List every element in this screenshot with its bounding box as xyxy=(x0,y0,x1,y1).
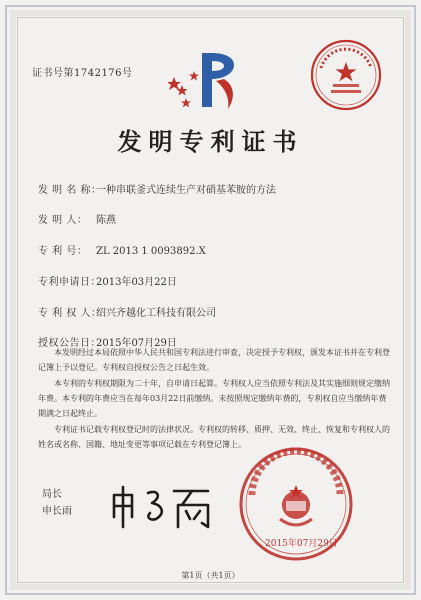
body-paragraph: 本发明经过本局依照中华人民共和国专利法进行审查，决定授予专利权，颁发本证书并在专利登记簿上予以登记。专利权自授权公告之日起生效。 xyxy=(38,348,390,372)
agency-seal-icon xyxy=(309,38,383,112)
patentee-value: 绍兴齐越化工科技有限公司 xyxy=(96,308,216,319)
patent-office-emblem-icon xyxy=(168,45,248,115)
inventor-value: 陈燕 xyxy=(96,215,116,226)
filing-date-label: 专利申请日： xyxy=(38,277,101,288)
filing-date-row xyxy=(38,273,177,288)
inventor-row xyxy=(38,211,116,226)
patent-number-label: 专 利 号： xyxy=(38,246,88,257)
grant-date-label: 授权公告日： xyxy=(38,338,101,349)
certificate-body xyxy=(38,345,390,453)
signatory-block xyxy=(42,486,72,520)
issue-date: 2015年07月29日 xyxy=(265,539,338,549)
certificate-number: 证书号第1742176号 xyxy=(32,68,133,79)
signatory-name: 申长雨 xyxy=(42,506,72,517)
body-paragraph: 本专利的专利权期限为二十年，自申请日起算。专利权人应当依照专利法及其实施细则规定缴纳年费。本专利的年费应当在每年03月22日前缴纳。未按照规定缴纳年费的，专利权自应当缴纳年费期满之日起终止。 xyxy=(38,379,390,418)
certificate-title: 发明专利证书 xyxy=(117,127,304,156)
filing-date-value: 2013年03月22日 xyxy=(96,277,177,288)
handwritten-signature xyxy=(108,483,218,533)
invention-name-row xyxy=(38,181,276,196)
signatory-title: 局长 xyxy=(42,489,62,500)
patentee-label: 专 利 权 人： xyxy=(38,308,102,319)
page-number: 第1页（共1页） xyxy=(181,571,240,580)
patent-number-value: ZL 2013 1 0093892.X xyxy=(96,246,206,257)
body-paragraph: 专利证书记载专利权登记时的法律状况。专利权的转移、质押、无效、终止、恢复和专利权人的姓名或名称、国籍、地址变更等事项记载在专利登记簿上。 xyxy=(38,425,390,449)
patentee-row xyxy=(38,304,216,319)
grant-date-value: 2015年07月29日 xyxy=(96,338,177,349)
patent-number-row xyxy=(38,242,206,257)
invention-name-value: 一种串联釜式连续生产对硝基苯胺的方法 xyxy=(96,185,276,196)
invention-name-label: 发 明 名 称： xyxy=(38,185,102,196)
inventor-label: 发 明 人： xyxy=(38,215,88,226)
